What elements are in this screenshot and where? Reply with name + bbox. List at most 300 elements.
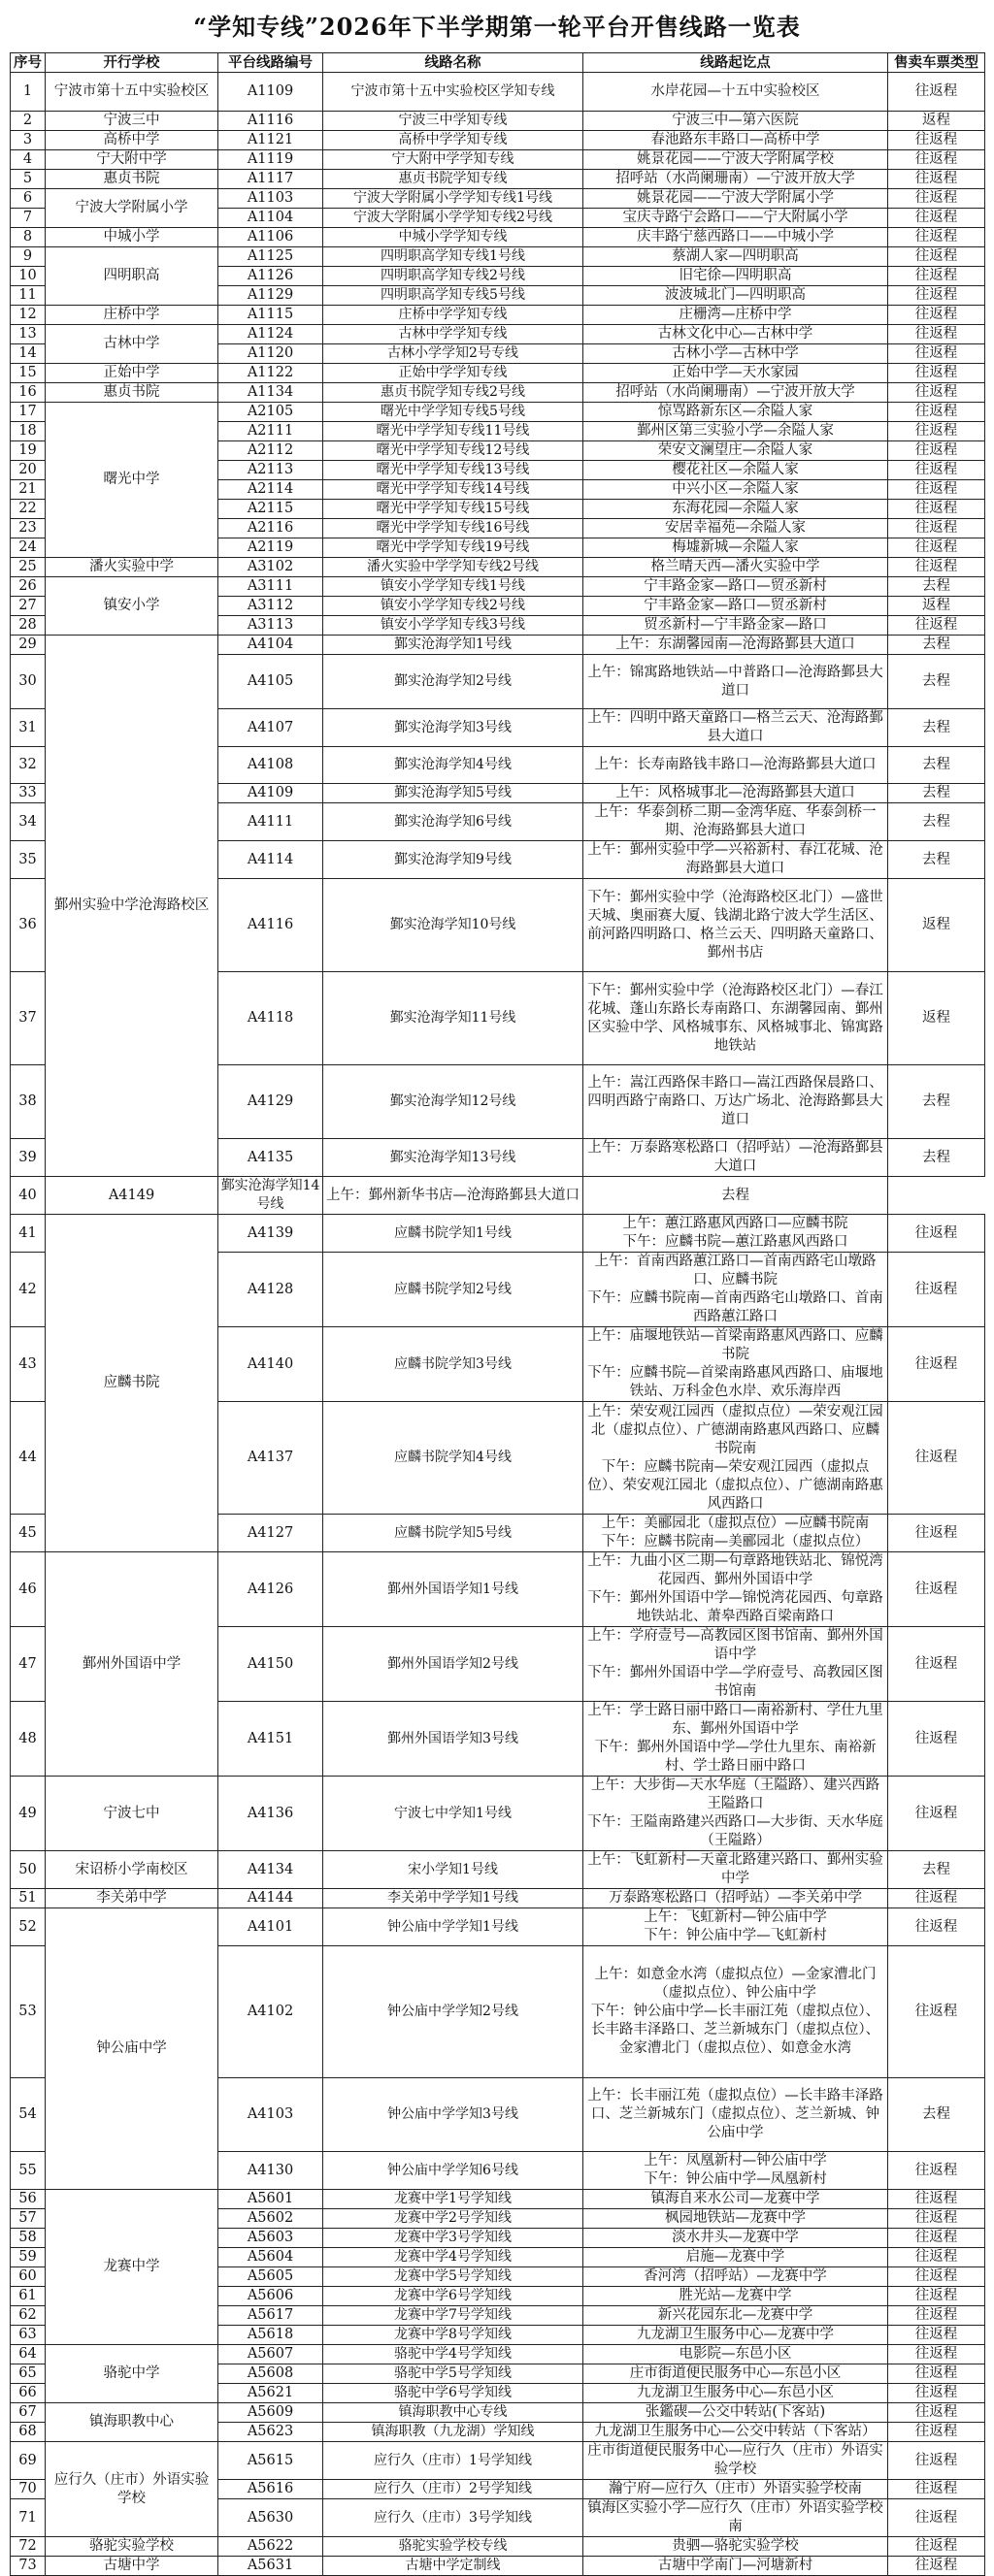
cell-code: A4102	[218, 1946, 323, 2078]
cell-no: 70	[11, 2480, 46, 2499]
cell-no: 8	[11, 228, 46, 247]
cell-route	[583, 344, 888, 364]
cell-no: 44	[11, 1402, 46, 1515]
header-ticket-type: 售卖车票类型	[888, 53, 985, 73]
cell-code: A5605	[218, 2267, 323, 2287]
table-row	[11, 2537, 985, 2557]
cell-code: A5602	[218, 2209, 323, 2229]
cell-route	[583, 519, 888, 538]
cell-route	[583, 709, 888, 747]
page-title: “学知专线”2026年下半学期第一轮平台开售线路一览表	[193, 13, 801, 41]
cell-route	[583, 1889, 888, 1908]
cell-route	[583, 655, 888, 709]
cell-line-name: 古林中学学知专线	[323, 325, 583, 344]
cell-route	[583, 306, 888, 325]
cell-no: 16	[11, 383, 46, 403]
route-segment: 上午：鄞州实验中学—兴裕新村、春江花城、沧海路鄞县大道口	[587, 842, 883, 876]
cell-code: A5631	[218, 2557, 323, 2576]
cell-route	[583, 209, 888, 228]
route-segment: 惊骂路新东区—余隘人家	[657, 404, 813, 419]
cell-ticket-type: 往返程	[888, 1552, 985, 1627]
cell-line-name: 鄞实沧海学知5号线	[323, 784, 583, 803]
cell-line-name: 龙赛中学5号学知线	[323, 2267, 583, 2287]
cell-school: 镇海职教中心	[46, 2403, 218, 2442]
cell-code: A4151	[218, 1702, 323, 1777]
cell-ticket-type: 往返程	[888, 209, 985, 228]
cell-route	[583, 2267, 888, 2287]
cell-route	[583, 1946, 888, 2078]
cell-line-name: 宁波七中学知1号线	[323, 1777, 583, 1851]
cell-no: 66	[11, 2384, 46, 2403]
table-row	[11, 228, 985, 247]
cell-code: A3102	[218, 558, 323, 577]
cell-ticket-type: 往返程	[888, 2557, 985, 2576]
cell-no: 49	[11, 1777, 46, 1851]
route-segment: 鄞州区第三实验小学—余隘人家	[637, 423, 834, 439]
route-segment: 下午：钟公庙中学—长丰丽江苑（虚拟点位）、长丰路丰泽路口、芝兰新城东门（虚拟点位）、金家漕北门（虚拟点位）、如意金水湾	[590, 2004, 880, 2056]
cell-no: 47	[11, 1627, 46, 1702]
cell-school: 应行久（庄市）外语实验学校	[46, 2442, 218, 2537]
cell-line-name: 应麟书院学知4号线	[323, 1402, 583, 1515]
cell-school: 李关弟中学	[46, 1889, 218, 1908]
cell-route	[583, 2248, 888, 2267]
route-segment: 上午：飞虹新村—天童北路建兴路口、鄞州实验中学	[587, 1852, 883, 1886]
header-school: 开行学校	[46, 53, 218, 73]
cell-code: A5618	[218, 2326, 323, 2345]
cell-code: A4107	[218, 709, 323, 747]
route-segment: 蔡湖人家—四明职高	[672, 248, 799, 264]
cell-line-name: 鄞实沧海学知6号线	[323, 803, 583, 841]
cell-route	[583, 286, 888, 306]
table-row	[11, 112, 985, 131]
cell-ticket-type: 返程	[888, 112, 985, 131]
cell-route	[583, 1777, 888, 1851]
table-row	[11, 306, 985, 325]
cell-line-name: 鄞实沧海学知1号线	[323, 636, 583, 655]
route-segment: 新兴花园东北—龙赛中学	[657, 2307, 813, 2323]
cell-school: 鄞州实验中学沧海路校区	[46, 636, 218, 1177]
cell-ticket-type: 往返程	[888, 2152, 985, 2190]
cell-school: 古塘中学	[46, 2557, 218, 2576]
cell-line-name: 骆驼中学5号学知线	[323, 2364, 583, 2384]
cell-route	[583, 2537, 888, 2557]
cell-route	[583, 73, 888, 112]
cell-no: 58	[11, 2229, 46, 2248]
cell-line-name: 镇海职教中心专线	[323, 2403, 583, 2423]
cell-ticket-type: 往返程	[888, 344, 985, 364]
cell-ticket-type: 往返程	[888, 383, 985, 403]
cell-no: 36	[11, 879, 46, 972]
cell-ticket-type: 往返程	[888, 2480, 985, 2499]
table-row	[11, 2345, 985, 2364]
cell-code: A1122	[218, 364, 323, 383]
cell-ticket-type: 往返程	[888, 2442, 985, 2480]
route-segment: 下午：王隘南路建兴西路口—大步街、天水华庭（王隘路）	[587, 1814, 883, 1848]
cell-no: 19	[11, 441, 46, 461]
cell-line-name: 龙赛中学4号学知线	[323, 2248, 583, 2267]
cell-ticket-type: 去程	[888, 803, 985, 841]
table-body	[11, 73, 985, 2576]
route-segment: 古林文化中心—古林中学	[657, 326, 813, 342]
cell-no: 56	[11, 2190, 46, 2209]
route-segment: 启施—龙赛中学	[685, 2249, 785, 2265]
cell-code: A4140	[218, 1327, 323, 1402]
cell-school: 庄桥中学	[46, 306, 218, 325]
route-segment: 上午：长丰丽江苑（虚拟点位）—长丰路丰泽路口、芝兰新城东门（虚拟点位）、芝兰新城、钟公庙中学	[587, 2088, 883, 2140]
cell-route	[583, 2229, 888, 2248]
route-segment: 镇海自来水公司—龙赛中学	[650, 2191, 820, 2206]
route-segment: 枫园地铁站—龙赛中学	[665, 2210, 806, 2226]
cell-no: 57	[11, 2209, 46, 2229]
cell-ticket-type: 去程	[888, 841, 985, 879]
header-line-name: 线路名称	[323, 53, 583, 73]
cell-ticket-type: 去程	[888, 784, 985, 803]
cell-line-name: 龙赛中学1号学知线	[323, 2190, 583, 2209]
table-row	[11, 2403, 985, 2423]
cell-code: A4101	[218, 1908, 323, 1946]
route-segment: 下午：钟公庙中学—凤凰新村	[644, 2171, 827, 2187]
cell-school: 骆驼实验学校	[46, 2537, 218, 2557]
cell-no: 3	[11, 131, 46, 150]
cell-line-name: 高桥中学学知专线	[323, 131, 583, 150]
cell-code: A4118	[218, 972, 323, 1065]
cell-code: A4103	[218, 2078, 323, 2152]
cell-ticket-type: 往返程	[888, 2326, 985, 2345]
route-segment: 淡水井头—龙赛中学	[672, 2230, 799, 2245]
table-row	[11, 1889, 985, 1908]
cell-route	[583, 170, 888, 189]
cell-line-name: 龙赛中学3号学知线	[323, 2229, 583, 2248]
route-segment: 古塘中学南门—河塘新村	[657, 2558, 813, 2573]
cell-no: 7	[11, 209, 46, 228]
cell-ticket-type: 往返程	[888, 306, 985, 325]
cell-no: 35	[11, 841, 46, 879]
cell-line-name: 鄞实沧海学知13号线	[323, 1139, 583, 1177]
cell-route	[583, 441, 888, 461]
table-row	[11, 364, 985, 383]
cell-line-name: 鄞州外国语学知2号线	[323, 1627, 583, 1702]
table-row	[11, 1177, 985, 1215]
route-segment: 上午：美郦园北（虚拟点位）—应麟书院南	[601, 1516, 870, 1531]
route-segment: 庄栅湾—庄桥中学	[679, 307, 792, 322]
cell-no: 73	[11, 2557, 46, 2576]
cell-no: 42	[11, 1253, 46, 1327]
cell-no: 62	[11, 2306, 46, 2326]
cell-code: A2115	[218, 500, 323, 519]
cell-route	[583, 480, 888, 500]
table-row	[11, 403, 985, 422]
cell-no: 64	[11, 2345, 46, 2364]
cell-no: 50	[11, 1851, 46, 1889]
cell-ticket-type: 往返程	[888, 325, 985, 344]
cell-route	[583, 1851, 888, 1889]
route-segment: 贸丞新村—宁丰路金家—路口	[644, 617, 827, 633]
cell-line-name: 骆驼中学4号学知线	[323, 2345, 583, 2364]
cell-school: 潘火实验中学	[46, 558, 218, 577]
route-segment: 胜光站—龙赛中学	[679, 2288, 792, 2303]
cell-ticket-type: 往返程	[888, 364, 985, 383]
route-segment: 镇海区实验小学—应行久（庄市）外语实验学校南	[587, 2500, 883, 2534]
route-segment: 张鑑碶—公交中转站(下客站)	[645, 2404, 826, 2420]
cell-ticket-type: 往返程	[888, 1889, 985, 1908]
cell-route	[583, 803, 888, 841]
cell-line-name: 宋小学知1号线	[323, 1851, 583, 1889]
cell-route	[583, 364, 888, 383]
cell-code: A2116	[218, 519, 323, 538]
cell-line-name: 曙光中学学知专线12号线	[323, 441, 583, 461]
cell-school: 应麟书院	[46, 1215, 218, 1552]
cell-route	[583, 2384, 888, 2403]
cell-code: A4109	[218, 784, 323, 803]
cell-line-name: 鄞实沧海学知4号线	[323, 747, 583, 784]
route-segment: 宁丰路金家—路口—贸丞新村	[644, 598, 827, 613]
cell-no: 23	[11, 519, 46, 538]
cell-no: 13	[11, 325, 46, 344]
cell-route	[583, 1065, 888, 1139]
cell-line-name: 鄞实沧海学知12号线	[323, 1065, 583, 1139]
cell-ticket-type: 往返程	[888, 1327, 985, 1402]
cell-ticket-type: 去程	[888, 577, 985, 597]
cell-ticket-type: 往返程	[888, 403, 985, 422]
cell-line-name: 庄桥中学学知专线	[323, 306, 583, 325]
cell-ticket-type: 往返程	[888, 461, 985, 480]
cell-ticket-type: 往返程	[888, 519, 985, 538]
cell-route	[583, 2403, 888, 2423]
cell-no: 63	[11, 2326, 46, 2345]
route-segment: 正始中学—天水家园	[672, 365, 799, 380]
cell-line-name: 四明职高学知专线2号线	[323, 267, 583, 286]
cell-line-name: 李关弟中学学知1号线	[323, 1889, 583, 1908]
route-segment: 波波城北门—四明职高	[665, 287, 806, 303]
route-segment: 上午：如意金水湾（虚拟点位）—金家漕北门（虚拟点位）、钟公庙中学	[594, 1967, 877, 2001]
cell-line-name: 曙光中学学知专线13号线	[323, 461, 583, 480]
cell-no: 22	[11, 500, 46, 519]
cell-ticket-type: 往返程	[888, 422, 985, 441]
cell-ticket-type: 往返程	[888, 2345, 985, 2364]
route-segment: 上午：飞虹新村—钟公庙中学	[644, 1909, 827, 1925]
cell-line-name: 应行久（庄市）1号学知线	[323, 2442, 583, 2480]
cell-line-name: 惠贞书院学知专线	[323, 170, 583, 189]
cell-route	[583, 2499, 888, 2537]
cell-no: 12	[11, 306, 46, 325]
cell-line-name: 曙光中学学知专线16号线	[323, 519, 583, 538]
cell-ticket-type: 往返程	[888, 1215, 985, 1253]
cell-ticket-type: 往返程	[888, 228, 985, 247]
cell-route	[583, 1253, 888, 1327]
cell-line-name: 镇安小学学知专线2号线	[323, 597, 583, 616]
cell-no: 4	[11, 150, 46, 170]
cell-ticket-type: 往返程	[888, 1777, 985, 1851]
cell-code: A5606	[218, 2287, 323, 2306]
cell-line-name: 宁波大学附属小学学知专线1号线	[323, 189, 583, 209]
route-segment: 上午：荣安观江园西（虚拟点位）—荣安观江园北（虚拟点位）、广德湖南路惠风西路口、应麟书院南	[587, 1403, 883, 1456]
cell-no: 46	[11, 1552, 46, 1627]
cell-route	[583, 2364, 888, 2384]
table-header-row	[11, 53, 985, 73]
cell-code: A4128	[218, 1253, 323, 1327]
cell-ticket-type: 往返程	[888, 189, 985, 209]
route-segment: 姚景花园——宁波大学附属学校	[637, 151, 834, 167]
cell-line-name: 鄞实沧海学知11号线	[323, 972, 583, 1065]
route-segment: 上午：嵩江西路保丰路口—嵩江西路保晨路口、四明西路宁南路口、万达广场北、沧海路鄞县大道口	[587, 1075, 883, 1127]
cell-line-name: 鄞实沧海学知9号线	[323, 841, 583, 879]
cell-school: 四明职高	[46, 247, 218, 306]
cell-line-name: 应麟书院学知2号线	[323, 1253, 583, 1327]
cell-route	[583, 228, 888, 247]
cell-route	[323, 1177, 583, 1215]
cell-no: 51	[11, 1889, 46, 1908]
cell-no: 37	[11, 972, 46, 1065]
cell-line-name: 应麟书院学知1号线	[323, 1215, 583, 1253]
cell-ticket-type: 往返程	[888, 2209, 985, 2229]
route-segment: 下午：应麟书院南—美郦园北（虚拟点位）	[601, 1534, 870, 1549]
cell-code: A5615	[218, 2442, 323, 2480]
cell-no: 1	[11, 73, 46, 112]
route-segment: 上午：凤凰新村—钟公庙中学	[644, 2153, 827, 2168]
cell-ticket-type: 往返程	[888, 616, 985, 636]
cell-no: 9	[11, 247, 46, 267]
cell-ticket-type: 往返程	[888, 73, 985, 112]
cell-route	[583, 2287, 888, 2306]
cell-no: 60	[11, 2267, 46, 2287]
cell-route	[583, 2345, 888, 2364]
header-no: 序号	[11, 53, 46, 73]
cell-no: 52	[11, 1908, 46, 1946]
cell-no: 39	[11, 1139, 46, 1177]
cell-ticket-type: 往返程	[888, 538, 985, 558]
cell-no: 48	[11, 1702, 46, 1777]
cell-code: A4139	[218, 1215, 323, 1253]
cell-line-name: 镇安小学学知专线1号线	[323, 577, 583, 597]
cell-route	[583, 112, 888, 131]
cell-ticket-type: 去程	[888, 636, 985, 655]
route-segment: 格兰晴天西—潘火实验中学	[650, 559, 820, 574]
route-segment: 上午：庙堰地铁站—首梁南路惠风西路口、应麟书院	[587, 1328, 883, 1362]
cell-code: A4104	[218, 636, 323, 655]
route-segment: 宝庆寺路宁会路口——宁大附属小学	[622, 210, 848, 225]
table-row	[11, 1215, 985, 1253]
cell-code: A1104	[218, 209, 323, 228]
cell-no: 25	[11, 558, 46, 577]
cell-line-name: 中城小学学知专线	[323, 228, 583, 247]
table-row	[11, 73, 985, 112]
cell-ticket-type: 往返程	[888, 558, 985, 577]
cell-ticket-type: 往返程	[888, 2403, 985, 2423]
cell-ticket-type: 去程	[583, 1177, 888, 1215]
cell-line-name: 钟公庙中学学知2号线	[323, 1946, 583, 2078]
cell-ticket-type: 去程	[888, 747, 985, 784]
cell-ticket-type: 去程	[888, 1139, 985, 1177]
cell-code: A5622	[218, 2537, 323, 2557]
cell-ticket-type: 往返程	[888, 2229, 985, 2248]
route-segment: 上午：东湖馨园南—沧海路鄞县大道口	[615, 636, 855, 652]
cell-ticket-type: 往返程	[888, 1627, 985, 1702]
cell-no: 55	[11, 2152, 46, 2190]
cell-no: 68	[11, 2423, 46, 2442]
cell-no: 38	[11, 1065, 46, 1139]
header-route: 线路起讫点	[583, 53, 888, 73]
cell-route	[583, 1139, 888, 1177]
route-segment: 庄市街道便民服务中心—东邑小区	[629, 2365, 842, 2381]
cell-no: 26	[11, 577, 46, 597]
cell-code: A1134	[218, 383, 323, 403]
cell-ticket-type: 往返程	[888, 500, 985, 519]
table-row	[11, 577, 985, 597]
cell-school: 宁大附中学	[46, 150, 218, 170]
cell-line-name: 骆驼中学6号学知线	[323, 2384, 583, 2403]
cell-school: 惠贞书院	[46, 170, 218, 189]
route-segment: 上午：长寿南路钱丰路口—沧海路鄞县大道口	[594, 757, 877, 772]
route-segment: 春池路东丰路口—高桥中学	[650, 132, 820, 147]
cell-code: A5607	[218, 2345, 323, 2364]
cell-ticket-type: 往返程	[888, 2267, 985, 2287]
cell-line-name: 宁大附中学学知专线	[323, 150, 583, 170]
cell-line-name: 古塘中学定制线	[323, 2557, 583, 2576]
cell-route	[583, 2078, 888, 2152]
route-segment: 下午：应麟书院—首梁南路惠风西路口、庙堰地铁站、万科金色水岸、欢乐海岸西	[587, 1365, 883, 1399]
cell-route	[583, 1908, 888, 1946]
cell-code: A5616	[218, 2480, 323, 2499]
cell-code: A2119	[218, 538, 323, 558]
cell-no: 29	[11, 636, 46, 655]
route-segment: 上午：锦寓路地铁站—中普路口—沧海路鄞县大道口	[587, 664, 883, 699]
table-row	[11, 1851, 985, 1889]
route-segment: 下午：应麟书院南—荣安观江园西（虚拟点位）、荣安观江园北（虚拟点位）、广德湖南路惠风西路口	[587, 1458, 883, 1512]
cell-school: 钟公庙中学	[46, 1908, 218, 2190]
cell-code: A5608	[218, 2364, 323, 2384]
route-segment: 上午：四明中路天童路口—格兰云天、沧海路鄞县大道口	[587, 710, 883, 744]
cell-ticket-type: 往返程	[888, 2423, 985, 2442]
cell-code: A5603	[218, 2229, 323, 2248]
cell-route	[583, 500, 888, 519]
cell-code: A2111	[218, 422, 323, 441]
cell-ticket-type: 往返程	[888, 170, 985, 189]
cell-line-name: 龙赛中学8号学知线	[323, 2326, 583, 2345]
cell-school: 宁波大学附属小学	[46, 189, 218, 228]
cell-no: 69	[11, 2442, 46, 2480]
cell-no: 40	[11, 1177, 46, 1215]
cell-code: A1125	[218, 247, 323, 267]
cell-line-name: 四明职高学知专线5号线	[323, 286, 583, 306]
cell-line-name: 骆驼实验学校专线	[323, 2537, 583, 2557]
route-segment: 九龙湖卫生服务中心—龙赛中学	[637, 2327, 834, 2342]
cell-line-name: 钟公庙中学学知3号线	[323, 2078, 583, 2152]
cell-route	[583, 403, 888, 422]
cell-code: A4108	[218, 747, 323, 784]
cell-no: 53	[11, 1946, 46, 2078]
table-row	[11, 636, 985, 655]
cell-route	[583, 597, 888, 616]
cell-no: 41	[11, 1215, 46, 1253]
cell-code: A4111	[218, 803, 323, 841]
table-row	[11, 150, 985, 170]
cell-ticket-type: 往返程	[888, 150, 985, 170]
route-segment: 上午：学士路日丽中路口—南裕新村、学仕九里东、鄞州外国语中学	[587, 1703, 883, 1737]
cell-school: 惠贞书院	[46, 383, 218, 403]
cell-code: A4135	[218, 1139, 323, 1177]
cell-school: 鄞州外国语中学	[46, 1552, 218, 1777]
cell-line-name: 宁波市第十五中实验校区学知专线	[323, 73, 583, 112]
cell-route	[583, 558, 888, 577]
cell-line-name: 潘火实验中学学知专线2号线	[323, 558, 583, 577]
route-segment: 姚景花园——宁波大学附属小学	[637, 190, 834, 206]
cell-line-name: 应行久（庄市）3号学知线	[323, 2499, 583, 2537]
cell-code: A2105	[218, 403, 323, 422]
cell-school: 高桥中学	[46, 131, 218, 150]
cell-ticket-type: 往返程	[888, 2248, 985, 2267]
route-segment: 上午：风格城事北—沧海路鄞县大道口	[615, 785, 855, 800]
cell-line-name: 应麟书院学知5号线	[323, 1515, 583, 1552]
